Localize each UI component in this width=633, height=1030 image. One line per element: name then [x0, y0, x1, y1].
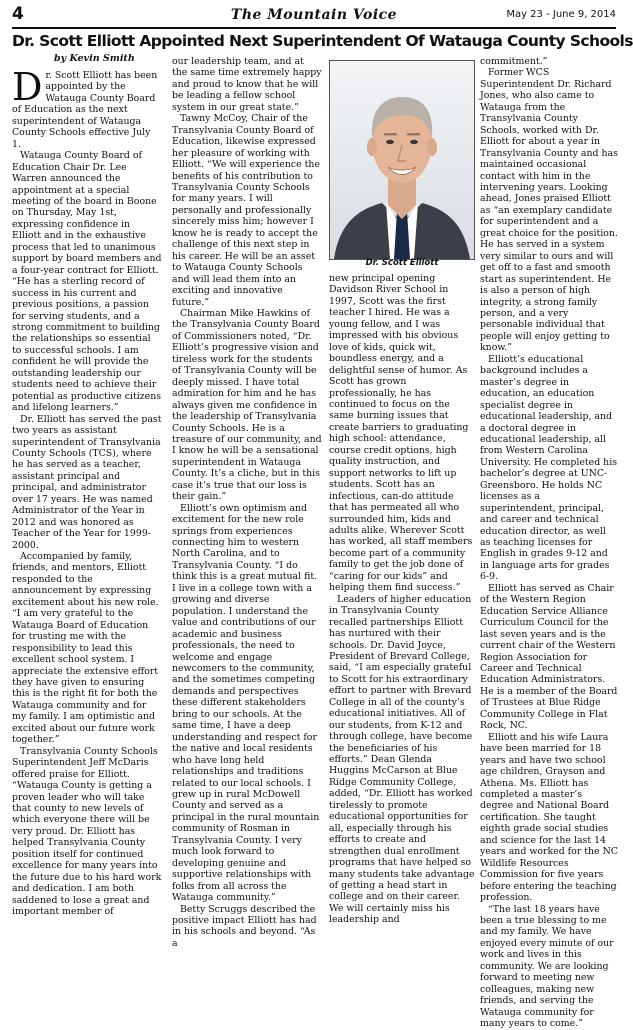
- issue-date: May 23 - June 9, 2014: [506, 9, 616, 20]
- article-paragraph: Elliott has served as Chair of the Western Region Education Service Alliance Curriculum Council for the last seven years and is the current chair of the Western Region Association for Career and Technical Education Administrators. He is a member of the Board of Trustees at Blue Ridge Community College in Flat Rock, NC.: [480, 582, 618, 732]
- article-paragraph: Betty Scruggs described the positive impact Elliott has had in his schools and beyond. “As a: [172, 903, 317, 949]
- article-paragraph: Transylvania County Schools Superintendent Jeff McDaris offered praise for Elliott. “Watauga County is getting a proven leader who will take that county to new levels of which everyone there will be very proud. Dr. Elliott has helped Transylvania County position itself for continued excellence for many years into the future due to his hard work and dedication. I am both saddened to lose a great and important member of: [12, 745, 162, 918]
- article-column-3: [329, 273, 475, 926]
- photo-caption: Dr. Scott Elliott: [365, 258, 439, 268]
- page-header: [12, 6, 616, 26]
- article-paragraph: Leaders of higher education in Transylvania County recalled partnerships Elliott has nurtured with their schools. Dr. David Joyce, President of Brevard College, said, “I am especially grateful to Scott for his extraordinary effort to partner with Brevard College in all of the county’s educational initiatives. All of our students, from K-12 and through college, have become the beneficiaries of his efforts.” Dean Glenda Huggins McCarson at Blue Ridge Community College, added, “Dr. Elliott has worked tirelessly to promote educational opportunities for all, especially through his efforts to create and strengthen dual enrollment programs that have helped so many students take advantage of getting a head start in college and on their career. We will certainly miss his leadership and: [329, 593, 475, 926]
- article-paragraph: commitment.”: [480, 56, 548, 67]
- article-paragraph: Accompanied by family, friends, and mentors, Elliott responded to the announcement by expressing excitement about his new role. “I am very grateful to the Watauga Board of Education for trusting me with the responsibility to lead this excellent school system. I appreciate the extensive effort they have given to ensuring this is the right fit for both the Watauga community and for my family. I am optimistic and excited about our future work together.”: [12, 551, 159, 746]
- article-column-1: [12, 65, 162, 918]
- article-paragraph: “The last 18 years have been a true blessing to me and my family. We have enjoyed every minute of our work and lives in this community. We are looking forward to meeting new colleagues, making new friends, and serving the Watauga community for many years to come.”: [480, 903, 614, 1030]
- article-paragraph: Elliott and his wife Laura have been married for 18 years and have two school age children, Grayson and Athena. Ms. Elliott has completed a master’s degree and National Board certification. She taught eighth grade social studies and science for the last 14 years and worked for the NC Wildlife Resources Commission for five years before entering the teaching profession.: [480, 731, 618, 904]
- drop-cap: D: [12, 65, 43, 109]
- byline: by Kevin Smith: [54, 53, 135, 64]
- article-paragraph: Chairman Mike Hawkins of the Transylvania County Board of Commissioners noted, “Dr. Elliott’s progressive vision and tireless work for the students of Transylvania County will be deeply missed. I have total admiration for him and he has always given me confidence in the leadership of Transylvania County Schools. He is a treasure of our community, and I know he will be a sensational superintendent in Watauga County. It’s a cliche, but in this case it’s true that our loss is their gain.”: [172, 307, 322, 503]
- portrait-illustration: [330, 61, 474, 259]
- paragraph-text: r. Scott Elliott has been appointed by the Watauga County Board of Education as the next superintendent of Watauga County Schools effective July 1.: [12, 70, 158, 150]
- article-paragraph: Watauga County Board of Education Chair Dr. Lee Warren announced the appointment at a special meeting of the board in Boone on Thursday, May 1st, expressing confidence in Elliott and in the exhaustive process that led to unanimous support by board members and a four-year contract for Elliott. “He has a sterling record of success in his current and previous positions, a passion for serving students, and a strong commitment to building the relationships so essential to successful schools. I am confident he will provide the outstanding leadership our students need to achieve their potential as productive citizens and lifelong learners.”: [12, 150, 162, 414]
- page-number: 4: [12, 4, 24, 24]
- masthead: The Mountain Voice: [230, 7, 398, 23]
- article-paragraph: Elliott’s educational background includes a master’s degree in education, an education specialist degree in educational leadership, and a doctoral degree in educational leadership, all from Western Carolina University. He completed his bachelor’s degree at UNC-Greensboro. He holds NC licenses as a superintendent, principal, and career and technical education director, as well as teaching licenses for English in grades 9-12 and in language arts for grades 6-9.: [480, 353, 618, 583]
- article-paragraph: our leadership team, and at the same time extremely happy and proud to know that he will be leading a fellow school system in our great state.”: [172, 56, 322, 113]
- article-paragraph: new principal opening Davidson River School in 1997, Scott was the first teacher I hired. He was a young fellow, and I was impressed with his obvious love of kids, quick wit, boundless energy, and a delightful sense of humor. As Scott has grown professionally, he has continued to focus on the same burning issues that create barriers to graduating high school: attendance, course credit options, high quality instruction, and support networks to lift up students. Scott has an infectious, can-do attitude that has permeated all who surrounded him, kids and adults alike. Wherever Scott has worked, all staff members become part of a community family to get the job done of “caring for our kids” and helping them find success.”: [329, 273, 473, 594]
- header-rule: [12, 27, 616, 29]
- article-paragraph: Dr. Elliott has served the past two years as assistant superintendent of Transylvania County Schools (TCS), where he has served as a teacher, assistant principal and principal, and administrator over 17 years. He was named Administrator of the Year in 2012 and was honored as Teacher of the Year for 1999-2000.: [12, 413, 162, 551]
- article-paragraph: Tawny McCoy, Chair of the Transylvania County Board of Education, likewise expressed her pleasure of working with Elliott. “We will experience the benefits of his contribution to Transylvania County Schools for many years. I will personally and professionally sincerely miss him; however I know he is ready to accept the challenge of this next step in his career. He will be an asset to Watauga County Schools and will lead them into an exciting and innovative future.”: [172, 113, 321, 308]
- article-paragraph: Elliott’s own optimism and excitement for the new role springs from experiences connecting him to western North Carolina, and to Transylvania County. “I do think this is a great mutual fit. I live in a college town with a growing and diverse population. I understand the value and contributions of our academic and business professionals, the need to welcome and engage newcomers to the community, and the sometimes competing demands and perspectives these different stakeholders bring to our schools. At the same time, I have a deep understanding and respect for the native and local residents who have long held relationships and traditions related to our local schools. I grew up in rural McDowell County and served as a principal in the rural mountain community of Rosman in Transylvania County. I very much look forward to developing genuine and supportive relationships with folks from all across the Watauga community.”: [172, 502, 320, 904]
- article-column-4: [480, 56, 618, 1030]
- article-paragraph: Former WCS Superintendent Dr. Richard Jones, who also came to Watauga from the Transylvania County Schools, worked with Dr. Elliott for about a year in Transylvania County and has maintained occasional contact with him in the intervening years. Looking ahead, Jones praised Elliott as “an exemplary candidate for superintendent and a great choice for the position. He has served in a system very similar to ours and will get off to a fast and smooth start as superintendent. He is also a person of high integrity, a strong family person, and a very personable individual that people will enjoy getting to know.”: [480, 67, 618, 354]
- portrait-photo: [329, 60, 475, 260]
- article-column-2: [172, 56, 322, 949]
- headline: Dr. Scott Elliott Appointed Next Superintendent Of Watauga County Schools: [12, 32, 633, 50]
- article-paragraph: [12, 65, 162, 150]
